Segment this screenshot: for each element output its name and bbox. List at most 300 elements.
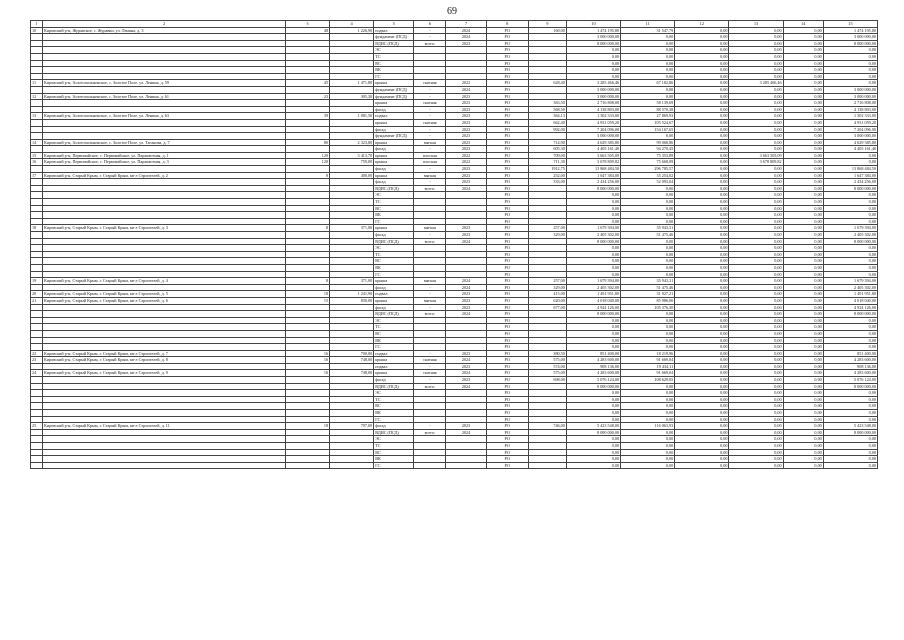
table-cell xyxy=(330,311,374,318)
table-cell: 0,00 xyxy=(823,443,877,450)
table-cell xyxy=(285,436,329,443)
column-number-header: 9 xyxy=(528,21,566,28)
table-cell xyxy=(414,199,446,206)
table-cell: 0,00 xyxy=(621,449,675,456)
table-cell: 0,00 xyxy=(729,337,783,344)
table-cell: 0,00 xyxy=(729,100,783,107)
table-cell: 0,00 xyxy=(621,60,675,67)
table-row xyxy=(31,179,878,186)
table-cell: 0,00 xyxy=(729,443,783,450)
table-cell: 0,00 xyxy=(566,53,620,60)
table-cell: 8 000 000,00 xyxy=(566,383,620,390)
table-cell: всего: xyxy=(414,429,446,436)
table-cell: Кировский р-н, Старый Крым, г. Старый Крым, кв-л Строителей, д. 11 xyxy=(43,423,286,430)
column-number-header: 12 xyxy=(675,21,729,28)
table-cell: 0,00 xyxy=(783,258,823,265)
table-cell xyxy=(528,264,566,271)
table-cell xyxy=(330,47,374,54)
table-cell: 0,00 xyxy=(729,67,783,74)
table-cell: 0,00 xyxy=(621,199,675,206)
table-cell: ЭС xyxy=(374,317,414,324)
table-row xyxy=(31,462,878,469)
table-cell: 0,00 xyxy=(675,436,729,443)
table-cell xyxy=(446,67,486,74)
table-row xyxy=(31,93,878,100)
table-cell: Кировский р-н, Первомайское, с. Первомайское, ул. Парашютная, д. 3 xyxy=(43,159,286,166)
table-cell: РО xyxy=(486,271,528,278)
table-cell: 0,00 xyxy=(783,370,823,377)
table-cell: Кировский р-н, Первомайское, с. Первомайское, ул. Парашютная, д. 1 xyxy=(43,152,286,159)
table-cell: - xyxy=(414,232,446,239)
table-cell xyxy=(43,199,286,206)
table-cell: 574,00 xyxy=(528,363,566,370)
table-cell: 0,00 xyxy=(729,311,783,318)
table-header-row xyxy=(31,21,878,28)
table-cell xyxy=(43,264,286,271)
table-cell xyxy=(43,271,286,278)
table-cell xyxy=(414,47,446,54)
table-cell: 3 000 000,00 xyxy=(566,34,620,41)
table-cell: 0,00 xyxy=(783,324,823,331)
table-cell: 0,00 xyxy=(783,60,823,67)
table-cell xyxy=(43,436,286,443)
table-cell xyxy=(31,462,43,469)
table-cell: 0,00 xyxy=(783,73,823,80)
table-row xyxy=(31,100,878,107)
table-cell: РО xyxy=(486,245,528,252)
table-cell xyxy=(446,205,486,212)
table-cell xyxy=(414,337,446,344)
table-cell: 2 405 302,00 xyxy=(566,284,620,291)
table-cell: 0,00 xyxy=(729,27,783,34)
table-cell: 1 474 195,80 xyxy=(823,27,877,34)
table-cell: 18 xyxy=(285,291,329,298)
table-cell: Кировский р-н, Старый Крым, г. Старый Крым, кв-л Строителей, д. 9 xyxy=(43,370,286,377)
table-cell: 3 285 466,46 xyxy=(566,80,620,87)
table-cell xyxy=(528,199,566,206)
table-cell xyxy=(285,218,329,225)
table-cell xyxy=(528,410,566,417)
table-cell: 0,00 xyxy=(783,383,823,390)
table-cell: - xyxy=(414,363,446,370)
table-cell: 0,00 xyxy=(621,238,675,245)
table-cell: 1 302 333,00 xyxy=(823,113,877,120)
table-cell: 0,00 xyxy=(729,291,783,298)
table-cell: 0,00 xyxy=(729,370,783,377)
table-cell: 0,00 xyxy=(783,47,823,54)
table-cell: 2023 xyxy=(446,304,486,311)
table-row xyxy=(31,317,878,324)
column-number-header: 3 xyxy=(285,21,329,28)
table-cell: 4 629 385,80 xyxy=(566,139,620,146)
table-cell xyxy=(330,232,374,239)
table-cell: 0,00 xyxy=(566,337,620,344)
table-cell: 5 423 548,00 xyxy=(823,423,877,430)
table-cell: Кировский р-н, Старый Крым, г. Старый Крым, кв-л Строителей, д. 6 xyxy=(43,297,286,304)
table-cell: крыша xyxy=(374,278,414,285)
table-cell: РО xyxy=(486,337,528,344)
table-cell: 0,00 xyxy=(729,40,783,47)
table-cell xyxy=(285,179,329,186)
table-cell xyxy=(285,73,329,80)
table-cell: 0,00 xyxy=(783,119,823,126)
table-cell: 0,00 xyxy=(675,330,729,337)
table-cell xyxy=(31,429,43,436)
table-cell xyxy=(31,166,43,173)
table-cell: мягкая xyxy=(414,278,446,285)
table-cell: 830,00 xyxy=(330,297,374,304)
table-row xyxy=(31,337,878,344)
table-cell xyxy=(330,317,374,324)
table-cell: 2024 xyxy=(446,284,486,291)
table-cell: Кировский р-н, Старый Крым, г. Старый Крым, кв-л Строителей, д. 2 xyxy=(43,172,286,179)
table-row xyxy=(31,60,878,67)
table-cell: 0,00 xyxy=(823,410,877,417)
table-cell xyxy=(31,330,43,337)
table-cell xyxy=(285,330,329,337)
table-cell: 0,00 xyxy=(783,172,823,179)
table-cell xyxy=(31,410,43,417)
table-cell: 0,00 xyxy=(783,133,823,140)
table-cell: 0,00 xyxy=(783,146,823,153)
table-row xyxy=(31,363,878,370)
table-cell xyxy=(31,363,43,370)
table-cell: РО xyxy=(486,264,528,271)
table-cell xyxy=(446,73,486,80)
table-cell: 0,00 xyxy=(823,218,877,225)
table-cell xyxy=(528,416,566,423)
table-cell: 8 xyxy=(285,278,329,285)
table-cell: подвал xyxy=(374,350,414,357)
table-cell: - xyxy=(414,93,446,100)
table-cell: 0,00 xyxy=(675,139,729,146)
table-cell: ВС xyxy=(374,258,414,265)
table-cell: РО xyxy=(486,278,528,285)
table-cell xyxy=(330,396,374,403)
table-cell: 0,00 xyxy=(729,146,783,153)
table-cell: Кировский р-н, Журавское, с. Журавки, ул. Ленина, д. 3 xyxy=(43,27,286,34)
table-cell: 0,00 xyxy=(621,344,675,351)
table-cell: 0,00 xyxy=(675,225,729,232)
table-cell: 8 000 000,00 xyxy=(566,429,620,436)
table-cell: мягкая xyxy=(414,139,446,146)
table-cell: 333,00 xyxy=(528,179,566,186)
table-cell: - xyxy=(414,423,446,430)
table-row xyxy=(31,133,878,140)
table-cell: 0,00 xyxy=(729,423,783,430)
table-cell: 19 xyxy=(31,278,43,285)
table-row xyxy=(31,47,878,54)
table-cell xyxy=(285,119,329,126)
table-cell xyxy=(528,185,566,192)
table-cell: 11 xyxy=(31,80,43,87)
table-cell: 0,00 xyxy=(823,403,877,410)
table-cell xyxy=(43,218,286,225)
table-cell: 0,00 xyxy=(675,344,729,351)
table-cell xyxy=(43,324,286,331)
table-cell: 0,00 xyxy=(675,192,729,199)
table-cell: 0,00 xyxy=(729,403,783,410)
table-cell: 0,00 xyxy=(729,34,783,41)
table-cell: 2023 xyxy=(446,291,486,298)
table-cell: 1 226,90 xyxy=(330,27,374,34)
table-cell xyxy=(330,126,374,133)
table-cell: крыша xyxy=(374,119,414,126)
table-row xyxy=(31,291,878,298)
table-cell: 0,00 xyxy=(566,271,620,278)
table-cell xyxy=(528,93,566,100)
table-cell: 2024 xyxy=(446,86,486,93)
table-cell: 7 204 096,00 xyxy=(823,126,877,133)
table-cell: РО xyxy=(486,93,528,100)
table-cell: 0,00 xyxy=(783,429,823,436)
table-cell: 0,00 xyxy=(566,192,620,199)
table-row xyxy=(31,34,878,41)
table-cell: фундамент (ПСД) xyxy=(374,133,414,140)
table-cell xyxy=(31,396,43,403)
table-cell: 3 000 000,00 xyxy=(823,34,877,41)
table-cell: РО xyxy=(486,60,528,67)
table-cell xyxy=(528,436,566,443)
table-cell xyxy=(285,245,329,252)
table-cell xyxy=(528,383,566,390)
table-cell: 1 474 195,80 xyxy=(566,27,620,34)
table-cell: 18 219,96 xyxy=(621,350,675,357)
table-cell: мягкая xyxy=(414,297,446,304)
table-cell: 21 xyxy=(31,297,43,304)
table-cell: РО xyxy=(486,232,528,239)
table-cell: 0,00 xyxy=(823,264,877,271)
table-cell: 14 xyxy=(31,139,43,146)
table-cell: 3 678 809,82 xyxy=(566,159,620,166)
table-cell: 0,00 xyxy=(823,317,877,324)
table-cell: 0,00 xyxy=(783,225,823,232)
table-cell: 0,00 xyxy=(566,324,620,331)
table-cell xyxy=(414,396,446,403)
table-cell: 0,00 xyxy=(675,456,729,463)
table-cell xyxy=(43,449,286,456)
table-cell: 1 647 384,00 xyxy=(566,172,620,179)
table-cell: РО xyxy=(486,119,528,126)
table-cell xyxy=(31,60,43,67)
table-row xyxy=(31,396,878,403)
table-cell: 0,00 xyxy=(566,60,620,67)
table-cell: 851 400,00 xyxy=(823,350,877,357)
table-cell: ВДИС (ПСД) xyxy=(374,185,414,192)
table-cell: 0,00 xyxy=(729,86,783,93)
table-cell xyxy=(43,258,286,265)
table-cell: 8 xyxy=(285,172,329,179)
table-cell: 0,00 xyxy=(729,251,783,258)
table-cell: подвал xyxy=(374,113,414,120)
table-cell xyxy=(285,449,329,456)
table-cell xyxy=(43,304,286,311)
table-cell: 0,00 xyxy=(823,324,877,331)
table-cell xyxy=(31,133,43,140)
table-cell: 3 663 505,09 xyxy=(729,152,783,159)
table-cell: крыша xyxy=(374,357,414,364)
table-cell xyxy=(285,324,329,331)
table-cell: 2024 xyxy=(446,27,486,34)
table-cell: ГС xyxy=(374,73,414,80)
table-cell xyxy=(43,60,286,67)
table-cell: - xyxy=(414,27,446,34)
table-cell xyxy=(330,410,374,417)
table-cell: 2023 xyxy=(446,106,486,113)
table-cell: 0,00 xyxy=(675,80,729,87)
table-cell: 8 000 000,00 xyxy=(823,185,877,192)
table-cell: 0,00 xyxy=(729,416,783,423)
table-cell xyxy=(285,264,329,271)
table-cell: 0,00 xyxy=(729,139,783,146)
table-cell: плоская xyxy=(414,159,446,166)
table-row xyxy=(31,324,878,331)
table-row xyxy=(31,225,878,232)
table-cell: 3 413,70 xyxy=(330,152,374,159)
table-cell xyxy=(330,106,374,113)
table-cell: 0,00 xyxy=(729,429,783,436)
table-cell: 0,00 xyxy=(783,344,823,351)
table-cell xyxy=(528,212,566,219)
table-cell: 0,00 xyxy=(783,443,823,450)
table-cell xyxy=(31,304,43,311)
table-cell: 108 629,05 xyxy=(621,377,675,384)
table-cell: 0,00 xyxy=(783,423,823,430)
table-cell: 0,00 xyxy=(675,133,729,140)
table-cell xyxy=(446,245,486,252)
table-cell: - xyxy=(414,146,446,153)
table-cell: 0,00 xyxy=(675,126,729,133)
table-cell: скатная xyxy=(414,119,446,126)
table-row xyxy=(31,344,878,351)
table-cell xyxy=(43,377,286,384)
table-cell: 0,00 xyxy=(783,317,823,324)
table-cell: 0,00 xyxy=(729,278,783,285)
table-cell xyxy=(31,218,43,225)
table-cell: 0,00 xyxy=(783,100,823,107)
table-cell: 329,00 xyxy=(528,232,566,239)
table-cell: крыша xyxy=(374,159,414,166)
column-number-header: 6 xyxy=(414,21,446,28)
table-cell: 0,00 xyxy=(729,357,783,364)
table-cell xyxy=(528,238,566,245)
table-cell xyxy=(330,304,374,311)
table-cell: 0,00 xyxy=(675,350,729,357)
table-cell: РО xyxy=(486,311,528,318)
table-cell xyxy=(446,330,486,337)
table-cell xyxy=(414,443,446,450)
table-row xyxy=(31,350,878,357)
table-cell xyxy=(43,86,286,93)
table-cell: 0,00 xyxy=(675,218,729,225)
table-cell: ЭС xyxy=(374,436,414,443)
table-cell: 0,00 xyxy=(566,317,620,324)
table-cell: 160,00 xyxy=(528,27,566,34)
table-cell: 16 xyxy=(285,370,329,377)
table-cell: Кировский р-н, Старый Крым, г. Старый Крым, кв-л Строителей, д. 8 xyxy=(43,357,286,364)
table-cell: 0,00 xyxy=(621,258,675,265)
table-cell: 0,00 xyxy=(675,449,729,456)
table-cell xyxy=(414,324,446,331)
table-cell xyxy=(31,126,43,133)
table-cell: мягкая xyxy=(414,225,446,232)
table-cell: 0,00 xyxy=(621,34,675,41)
table-cell: 0,00 xyxy=(566,330,620,337)
table-cell: скатная xyxy=(414,357,446,364)
table-cell: 0,00 xyxy=(729,271,783,278)
table-cell xyxy=(528,205,566,212)
table-cell: РО xyxy=(486,251,528,258)
table-cell: 0,00 xyxy=(675,363,729,370)
table-cell: 0,00 xyxy=(566,47,620,54)
table-cell xyxy=(446,47,486,54)
table-cell xyxy=(31,53,43,60)
column-number-header: 10 xyxy=(566,21,620,28)
table-cell xyxy=(43,383,286,390)
table-cell xyxy=(43,363,286,370)
table-cell xyxy=(31,377,43,384)
table-cell: 13 xyxy=(31,113,43,120)
table-cell xyxy=(330,403,374,410)
table-cell: 0,00 xyxy=(823,192,877,199)
table-cell: 628,40 xyxy=(528,80,566,87)
table-cell: РО xyxy=(486,363,528,370)
table-cell xyxy=(285,192,329,199)
table-cell xyxy=(330,218,374,225)
table-cell: 116 063,93 xyxy=(621,423,675,430)
table-cell xyxy=(330,344,374,351)
table-cell xyxy=(446,403,486,410)
table-cell: - xyxy=(414,106,446,113)
table-cell: 0,00 xyxy=(729,106,783,113)
table-cell: 3 000 000,00 xyxy=(566,93,620,100)
table-row xyxy=(31,357,878,364)
table-row xyxy=(31,192,878,199)
table-cell xyxy=(330,199,374,206)
table-cell: РО xyxy=(486,73,528,80)
table-cell: 1 302 333,00 xyxy=(566,113,620,120)
table-cell: 4 283 600,00 xyxy=(566,370,620,377)
table-cell xyxy=(446,192,486,199)
table-cell: 0,00 xyxy=(566,390,620,397)
table-cell xyxy=(330,212,374,219)
table-cell: 0,00 xyxy=(621,47,675,54)
table-cell: РО xyxy=(486,146,528,153)
table-cell: 257,00 xyxy=(528,225,566,232)
table-cell: 91 669,04 xyxy=(621,370,675,377)
table-cell: 0,00 xyxy=(566,416,620,423)
table-cell: РО xyxy=(486,238,528,245)
table-cell: 0,00 xyxy=(675,337,729,344)
table-cell: 15 xyxy=(285,297,329,304)
table-cell xyxy=(414,258,446,265)
table-cell: 0,00 xyxy=(675,278,729,285)
table-cell: 2023 xyxy=(446,179,486,186)
table-cell: 0,00 xyxy=(823,330,877,337)
table-cell: 0,00 xyxy=(783,264,823,271)
table-cell: 575,00 xyxy=(528,357,566,364)
table-cell: 0,00 xyxy=(675,86,729,93)
table-cell xyxy=(330,245,374,252)
table-cell: ВК xyxy=(374,456,414,463)
table-cell: 0,00 xyxy=(729,212,783,219)
table-cell: 0,00 xyxy=(566,396,620,403)
table-cell: ВС xyxy=(374,205,414,212)
table-cell xyxy=(31,436,43,443)
table-cell: 371,00 xyxy=(330,278,374,285)
table-cell: 0,00 xyxy=(783,251,823,258)
table-cell: 0,00 xyxy=(823,251,877,258)
